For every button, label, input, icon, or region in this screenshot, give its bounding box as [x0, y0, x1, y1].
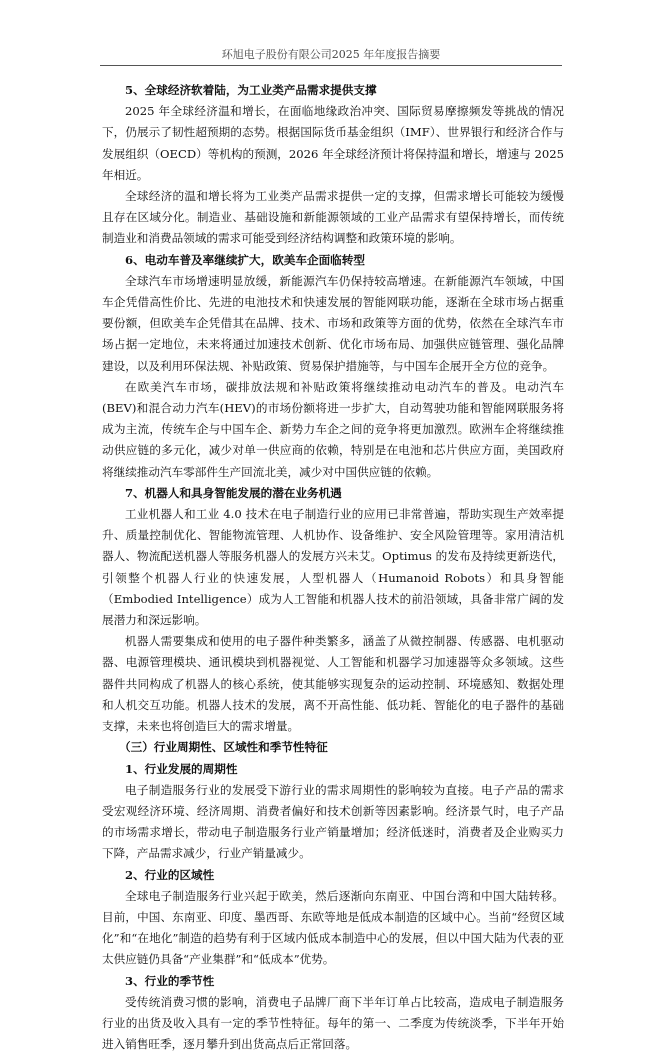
item-heading-cyclicality: 1、行业发展的周期性 — [125, 761, 238, 776]
item-heading-seasonality: 3、行业的季节性 — [125, 973, 215, 988]
section-heading-economy: 5、全球经济软着陆，为工业类产品需求提供支撑 — [125, 83, 377, 97]
report-body — [102, 80, 564, 1055]
subsection-title: （三）行业周期性、区域性和季节性特征 — [119, 740, 328, 755]
section-heading-ev: 6、电动车普及率继续扩大，欧美车企面临转型 — [125, 252, 365, 267]
paragraph: 电子制造服务行业的发展受下游行业的需求周期性的影响较为直接。电子产品的需求受宏观经济环境、经济周期、消费者偏好和技术创新等因素影响。经济景气时，电子产品的市场需求增长，带动电子制造服务行业产销量增加；经济低迷时，消费者及企业购买力下降，产品需求减少，行业产销量减少。 — [102, 782, 564, 861]
paragraph: 工业机器人和工业 4.0 技术在电子制造行业的应用已非常普遍，帮助实现生产效率提升、质量控制优化、智能物流管理、人机协作、设备维护、安全风险管理等。家用清洁机器人、物流配送机器人等服务机器人的发展方兴未艾。Optimus 的发布及持续更新迭代，引领整个机器人行业的快速发展，人型机器人（Humanoid Robots）和具身智能（Embodied Intelligence）成为人工智能和机器人技术的前沿领域，具备非常广阔的发展潜力和深远影响。 — [102, 507, 564, 628]
paragraph: 2025 年全球经济温和增长，在面临地缘政治冲突、国际贸易摩擦频发等挑战的情况下，仍展示了韧性超预期的态势。根据国际货币基金组织（IMF）、世界银行和经济合作与发展组织（OECD）等机构的预测，2026 年全球经济预计将保持温和增长，增速与 2025 年相近。 — [102, 104, 564, 182]
item-heading-regionality: 2、行业的区域性 — [125, 867, 215, 882]
paragraph: 全球电子制造服务行业兴起于欧美，然后逐渐向东南亚、中国台湾和中国大陆转移。目前，中国、东南亚、印度、墨西哥、东欧等地是低成本制造的区域中心。当前“经贸区域化”和“在地化”制造的趋势有利于区域内低成本制造中心的发展，但以中国大陆为代表的亚太供应链仍具备“产业集群”和“低成本”优势。 — [102, 888, 564, 967]
paragraph: 受传统消费习惯的影响，消费电子品牌厂商下半年订单占比较高，造成电子制造服务行业的出货及收入具有一定的季节性特征。每年的第一、二季度为传统淡季，下半年开始进入销售旺季，逐月攀升到出货高点后正常回落。 — [102, 994, 564, 1052]
section-heading-robotics: 7、机器人和具身智能发展的潜在业务机遇 — [125, 485, 342, 500]
paragraph: 机器人需要集成和使用的电子器件种类繁多，涵盖了从微控制器、传感器、电机驱动器、电源管理模块、通讯模块到机器视觉、人工智能和机器学习加速器等众多领域。这些器件共同构成了机器人的核心系统，使其能够实现复杂的运动控制、环境感知、数据处理和人机交互功能。机器人技术的发展，离不开高性能、低功耗、智能化的电子器件的基础支撑，未来也将创造巨大的需求增量。 — [102, 634, 564, 734]
page-header: 环旭电子股份有限公司2025 年年度报告摘要 — [100, 46, 562, 66]
paragraph: 全球汽车市场增速明显放缓，新能源汽车仍保持较高增速。在新能源汽车领域，中国车企凭借高性价比、先进的电池技术和快速发展的智能网联功能，逐渐在全球市场占据重要份额，但欧美车企凭借其在品牌、技术、市场和政策等方面的优势，依然在全球汽车市场占据一定地位，未来将通过加速技术创新、优化市场布局、加强供应链管理、强化品牌建设，以及利用环保法规、补贴政策、贸易保护措施等，与中国车企展开全方位的竞争。 — [102, 273, 564, 373]
paragraph: 在欧美汽车市场，碳排放法规和补贴政策将继续推动电动汽车的普及。电动汽车(BEV)和混合动力汽车(HEV)的市场份额将进一步扩大，自动驾驶功能和智能网联服务将成为主流，传统车企与中国车企、新势力车企之间的竞争将更加激烈。欧洲车企将继续推动供应链的多元化，减少对单一供应商的依赖，特别是在电池和芯片供应方面，美国政府将继续推动汽车零部件生产回流北美，减少对中国供应链的依赖。 — [102, 379, 564, 479]
paragraph: 全球经济的温和增长将为工业类产品需求提供一定的支撑，但需求增长可能较为缓慢且存在区域分化。制造业、基础设施和新能源领域的工业产品需求有望保持增长，而传统制造业和消费品领域的需求可能受到经济结构调整和政策环境的影响。 — [102, 189, 564, 246]
